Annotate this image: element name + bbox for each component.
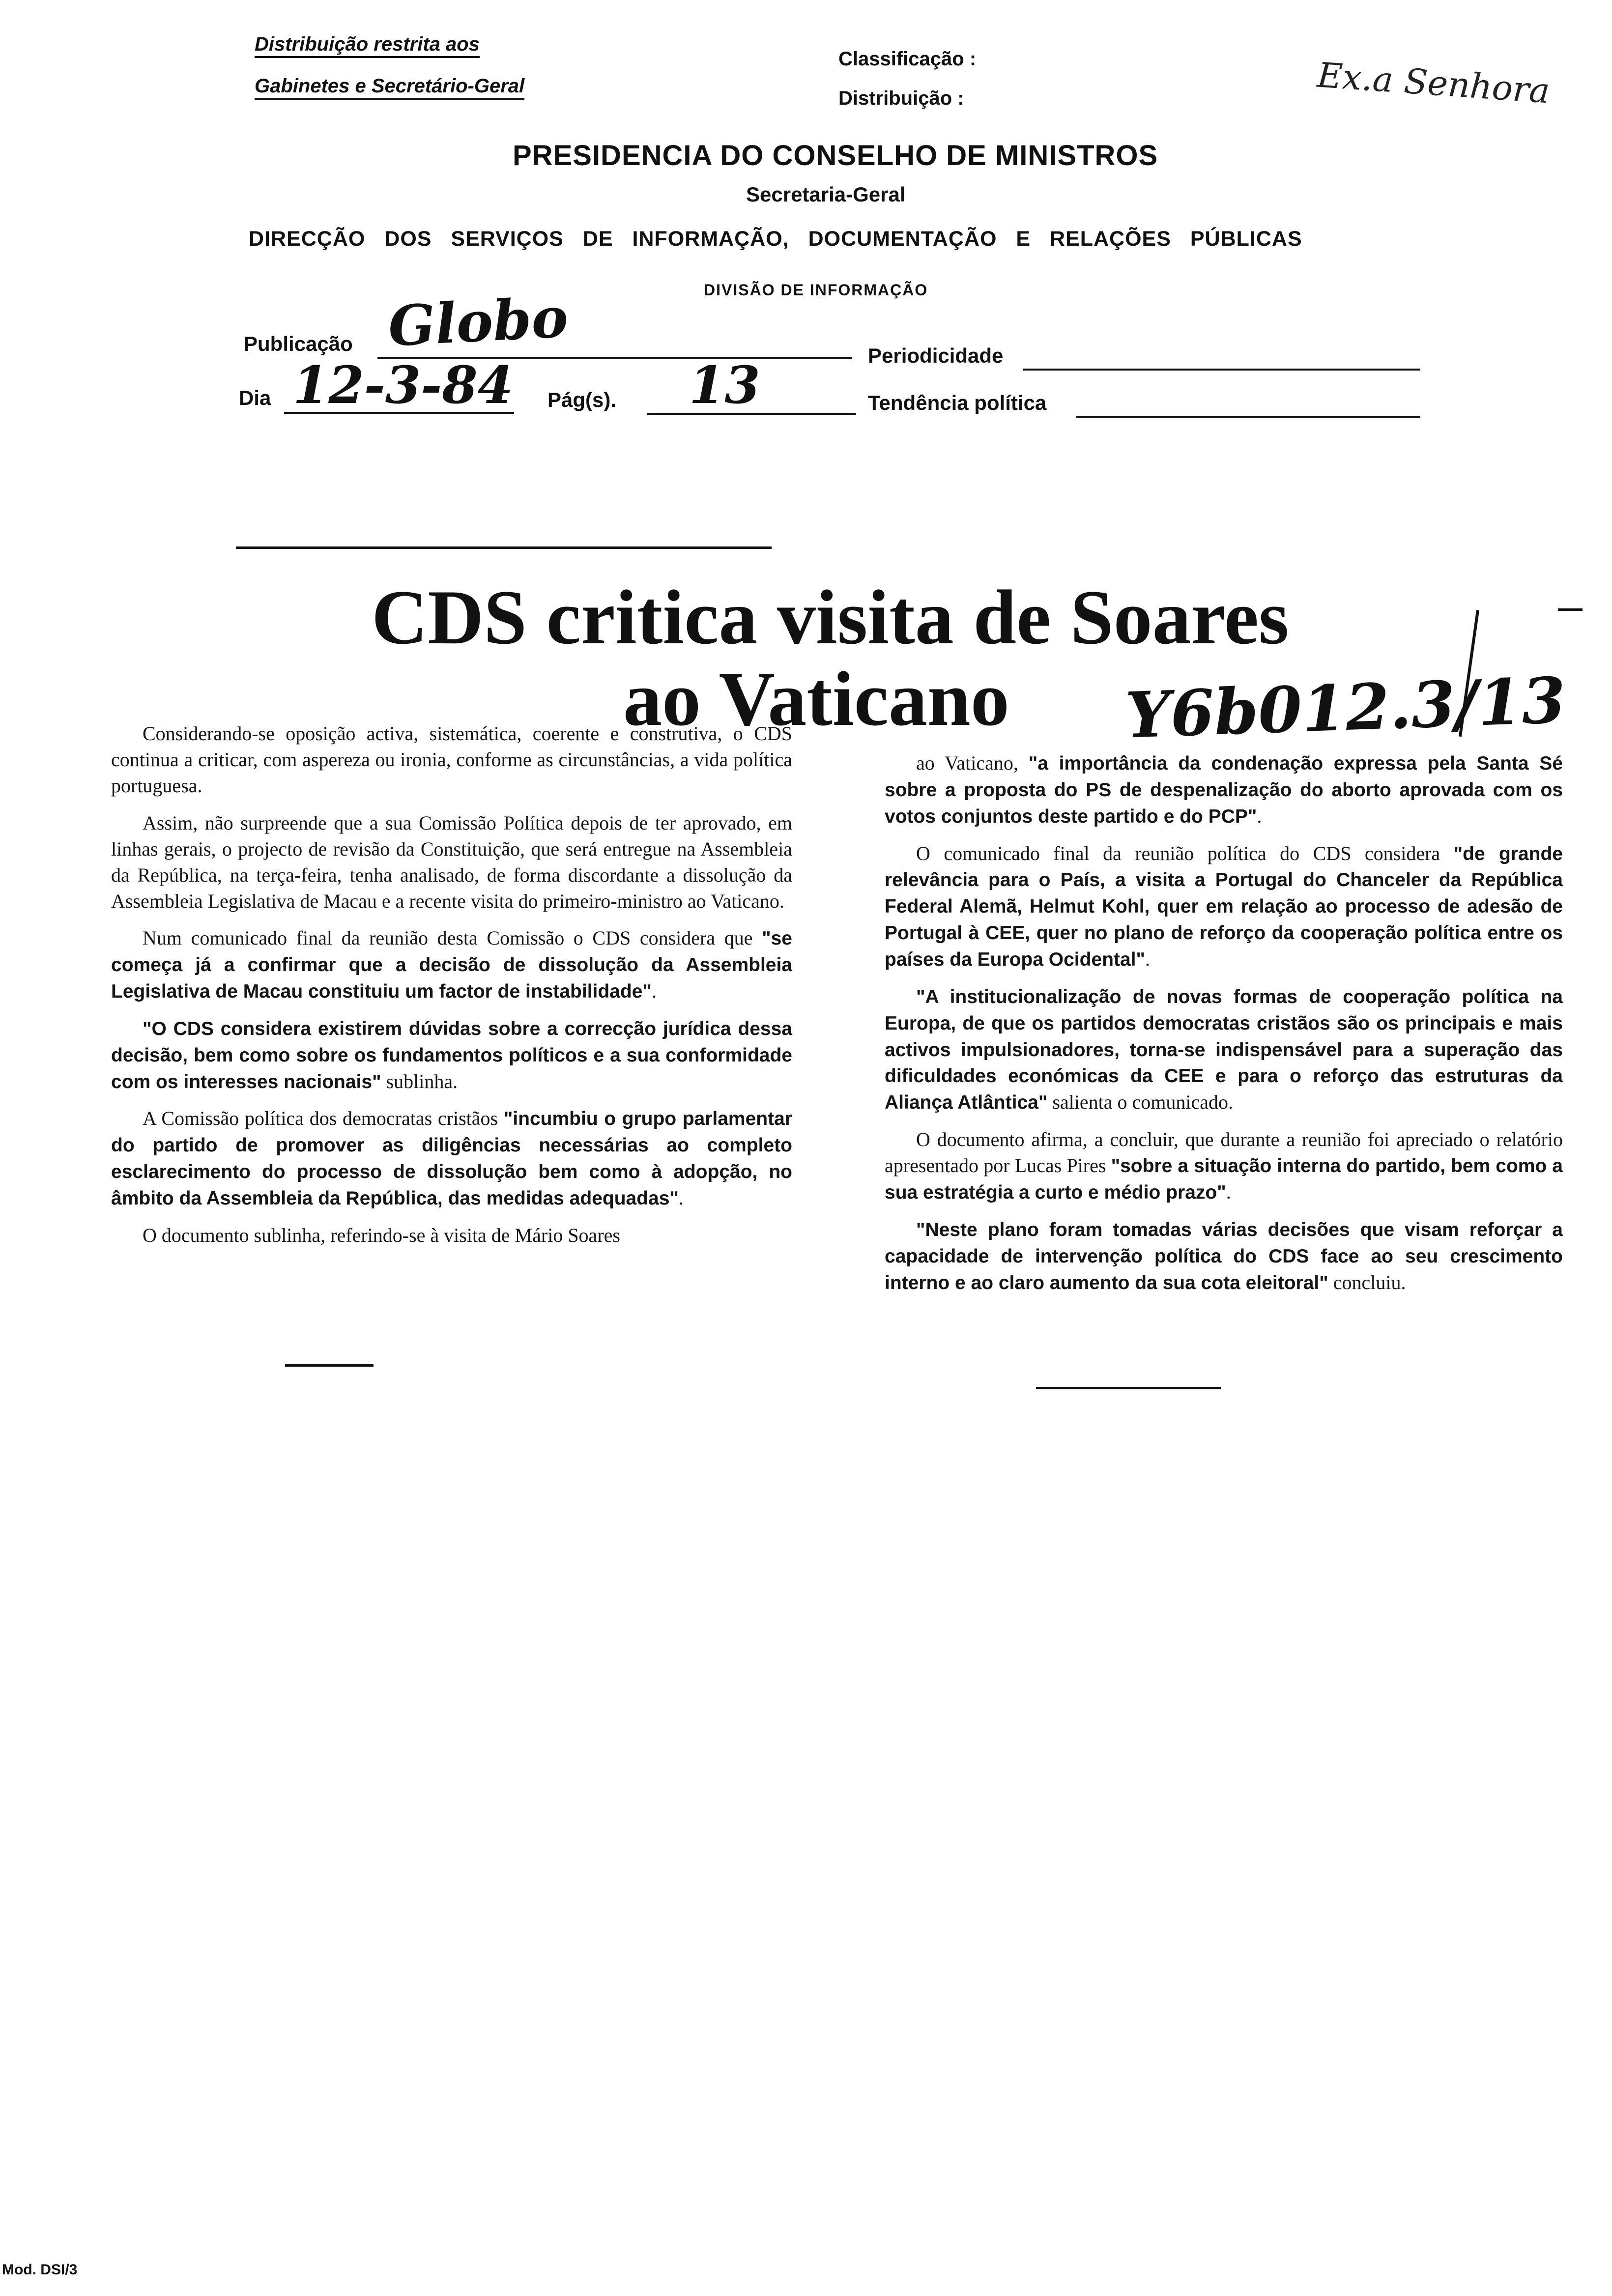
- column-1-end-rule: [285, 1364, 374, 1367]
- col2-paragraph-1: ao Vaticano, "a importância da condenação expressa pela Santa Sé sobre a proposta do PS de despenalização do aborto aprovada com os votos conjuntos deste partido e do PCP".: [885, 752, 1563, 827]
- article-column-1: [111, 720, 792, 1259]
- col2-paragraph-4: O documento afirma, a concluir, que durante a reunião foi apreciado o relatório apresentado por Lucas Pires "sobre a situação interna do partido, bem como a sua estratégia a curto e médio prazo".: [885, 1128, 1563, 1204]
- periodicidade-line: [1023, 369, 1420, 371]
- secretaria-geral: Secretaria-Geral: [746, 183, 906, 206]
- periodicidade-label: Periodicidade: [868, 344, 1004, 367]
- col1-paragraph-5: A Comissão política dos democratas cristãos "incumbiu o grupo parlamentar do partido de promover as diligências necessárias ao completo esclarecimento do processo de dissolução bem como à adopção, no âmbito da Assembleia da República, das medidas adequadas".: [111, 1107, 792, 1209]
- col1-paragraph-1: Considerando-se oposição activa, sistemática, coerente e construtiva, o CDS continua a criticar, com aspereza ou ironia, conforme as circunstâncias, a vida política portuguesa.: [111, 722, 792, 797]
- pags-label: Pág(s).: [547, 388, 617, 411]
- form-code: Mod. DSI/3: [2, 2262, 78, 2278]
- dia-value: 12-3-84: [293, 355, 514, 415]
- restriction-notice: [255, 33, 524, 97]
- tendencia-label: Tendência política: [868, 391, 1047, 414]
- col2-paragraph-3: "A institucionalização de novas formas de cooperação política na Europa, de que os partidos democratas cristãos são os principais e mais activos impulsionadores, torna-se indispensável para a superação das dificuldades económicas da CEE e para o reforço das estruturas da Aliança Atlântica" salienta o comunicado.: [885, 986, 1563, 1114]
- publicacao-value: Globo: [386, 285, 570, 359]
- col1-paragraph-2: Assim, não surpreende que a sua Comissão Política depois de ter aprovado, em linhas gerais, o projecto de revisão da Constituição, que será entregue na Assembleia da República, na terça-feira, tenha analisado, de forma discordante a dissolução da Assembleia Legislativa de Macau e a recente visita do primeiro-ministro ao Vaticano.: [111, 811, 792, 913]
- headline-line-1: CDS critica visita de Soares: [372, 574, 1289, 660]
- restriction-line-1: Distribuição restrita aos: [255, 33, 480, 58]
- clipping-rule-top: [236, 546, 772, 549]
- headline-line-2: ao Vaticano: [623, 656, 1009, 742]
- tendencia-line: [1076, 416, 1420, 418]
- divisao-informacao: DIVISÃO DE INFORMAÇÃO: [704, 281, 928, 299]
- restriction-line-2: Gabinetes e Secretário-Geral: [255, 75, 524, 100]
- col1-paragraph-4: "O CDS considera existirem dúvidas sobre a correcção jurídica dessa decisão, bem como sobre os fundamentos políticos e a sua conformidade com os interesses nacionais" sublinha.: [111, 1018, 792, 1092]
- pags-value: 13: [689, 355, 760, 415]
- dia-label: Dia: [239, 386, 271, 409]
- col1-paragraph-6: O documento sublinha, referindo-se à visita de Mário Soares: [143, 1224, 620, 1246]
- col2-paragraph-2: O comunicado final da reunião política do CDS considera "de grande relevância para o País, a visita a Portugal do Chanceler da República Federal Alemã, Helmut Kohl, quer em relação ao processo de adesão de Portugal à CEE, quer no plano de reforço da cooperação política entre os países da Europa Ocidental".: [885, 842, 1563, 971]
- col2-paragraph-5: "Neste plano foram tomadas várias decisões que visam reforçar a capacidade de intervenção política do CDS face ao seu crescimento interno e ao claro aumento da sua cota eleitoral" concluiu.: [885, 1219, 1563, 1293]
- col1-paragraph-3: Num comunicado final da reunião desta Comissão o CDS considera que "se começa já a confirmar que a decisão de dissolução da Assembleia Legislativa de Macau constituiu um factor de instabilidade".: [111, 927, 792, 1003]
- edge-mark-right: [1558, 608, 1583, 611]
- direccao-servicos: DIRECÇÃO DOS SERVIÇOS DE INFORMAÇÃO, DOCUMENTAÇÃO E RELAÇÕES PÚBLICAS: [249, 227, 1302, 251]
- handwritten-note: Ex.a Senhora: [1316, 55, 1551, 112]
- article-column-2: [885, 750, 1563, 1307]
- archive-reference: Y6b012.3/13: [1124, 663, 1567, 753]
- classificacao-label: Classificação :: [838, 48, 977, 70]
- publicacao-label: Publicação: [244, 332, 353, 355]
- column-2-end-rule: [1036, 1387, 1221, 1389]
- distribuicao-label: Distribuição :: [838, 87, 964, 109]
- org-title: PRESIDENCIA DO CONSELHO DE MINISTROS: [513, 140, 1158, 172]
